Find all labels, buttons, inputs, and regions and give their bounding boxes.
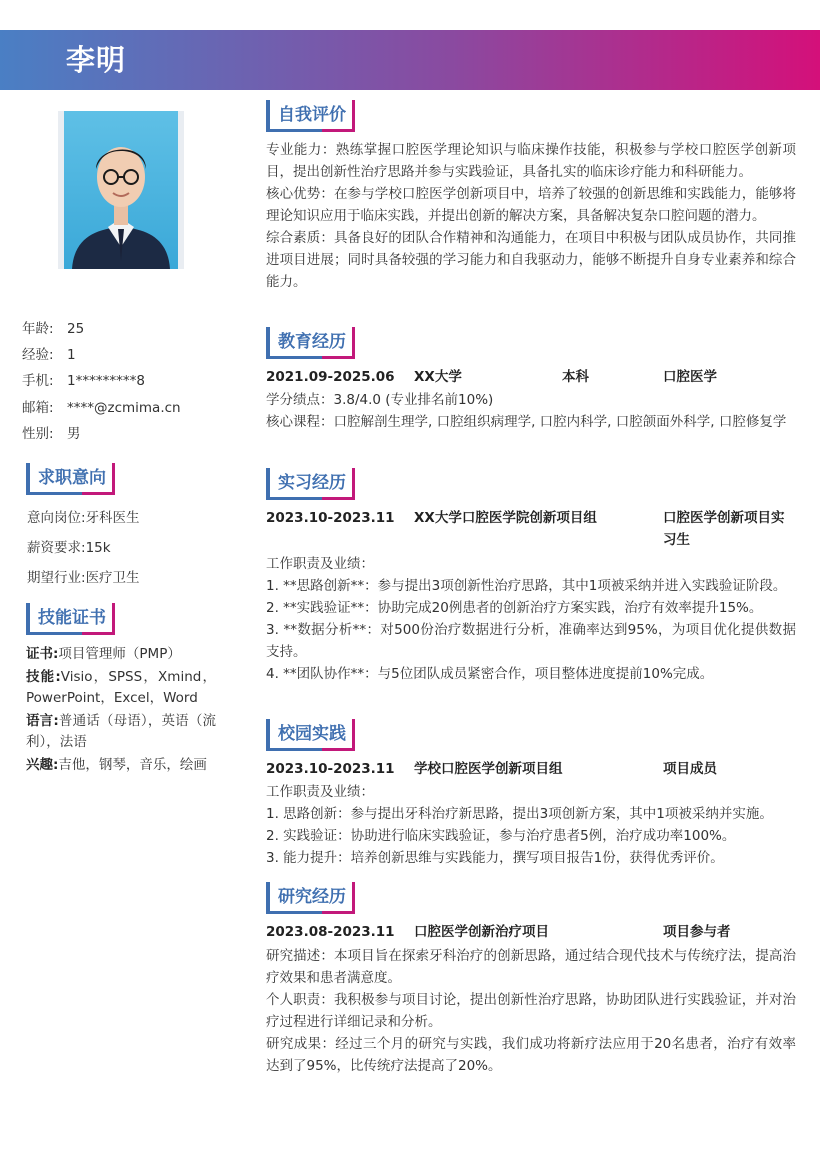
research-date: 2023.08-2023.11 xyxy=(266,924,395,940)
candidate-name: 李明 xyxy=(66,43,127,77)
skills-list xyxy=(26,644,216,777)
campus-line-intro: 工作职责及业绩： xyxy=(266,784,374,800)
self-eval-body xyxy=(266,139,796,293)
internship-line-4: 4. **团队协作**：与5位团队成员紧密合作，项目整体进度提前10%完成。 xyxy=(266,666,714,682)
internship-org: XX大学口腔医学院创新项目组 xyxy=(414,510,597,526)
internship-role: 口腔医学创新项目实习生 xyxy=(663,510,785,548)
info-row-phone: 手机: 1*********8 xyxy=(22,373,145,390)
section-title-internship: 实习经历 xyxy=(266,468,355,500)
education-major: 口腔医学 xyxy=(663,369,717,385)
research-role: 项目参与者 xyxy=(663,924,731,940)
campus-body xyxy=(266,781,796,869)
self-eval-strength: 核心优势：在参与学校口腔医学创新项目中，培养了较强的创新思维和实践能力，能够将理论知识应用于临床实践，并提出创新的解决方案，具备解决复杂口腔问题的潜力。 xyxy=(266,186,796,224)
skill-interests: 兴趣:吉他，钢琴，音乐，绘画 xyxy=(26,756,207,773)
education-degree: 本科 xyxy=(562,369,589,385)
profile-photo xyxy=(58,111,184,269)
internship-header-row xyxy=(266,507,796,551)
campus-date: 2023.10-2023.11 xyxy=(266,761,395,777)
skill-languages: 语言:普通话（母语），英语（流利），法语 xyxy=(26,712,216,750)
research-description: 研究描述：本项目旨在探索牙科治疗的创新思路，通过结合现代技术与传统疗法，提高治疗效果和患者满意度。 xyxy=(266,948,796,986)
section-title-research: 研究经历 xyxy=(266,882,355,914)
education-date: 2021.09-2025.06 xyxy=(266,369,395,385)
campus-org: 学校口腔医学创新项目组 xyxy=(414,761,563,777)
research-duty: 个人职责：我积极参与项目讨论，提出创新性治疗思路，协助团队进行实践验证，并对治疗过程进行详细记录和分析。 xyxy=(266,992,796,1030)
intent-row-industry: 期望行业:医疗卫生 xyxy=(27,570,140,586)
self-eval-quality: 综合素质：具备良好的团队合作精神和沟通能力，在项目中积极与团队成员协作，共同推进项目进展；同时具备较强的学习能力和自我驱动力，能够不断提升自身专业素养和综合能力。 xyxy=(266,230,796,290)
skill-tools: 技能:Visio，SPSS，Xmind，PowerPoint，Excel，Word xyxy=(26,668,217,706)
research-org: 口腔医学创新治疗项目 xyxy=(414,924,549,940)
education-school: XX大学 xyxy=(414,369,462,385)
education-header-row xyxy=(266,366,796,388)
portrait-photo-icon xyxy=(64,111,178,269)
research-result: 研究成果：经过三个月的研究与实践，我们成功将新疗法应用于20名患者，治疗有效率达到了95%，比传统疗法提高了20%。 xyxy=(266,1036,796,1074)
skill-certificate: 证书:项目管理师（PMP） xyxy=(26,646,181,662)
section-title-skills: 技能证书 xyxy=(26,603,115,635)
campus-role: 项目成员 xyxy=(663,761,717,777)
education-body xyxy=(266,389,796,433)
internship-date: 2023.10-2023.11 xyxy=(266,510,395,526)
intent-row-position: 意向岗位:牙科医生 xyxy=(27,510,140,526)
section-title-self-eval: 自我评价 xyxy=(266,100,355,132)
self-eval-professional: 专业能力：熟练掌握口腔医学理论知识与临床操作技能，积极参与学校口腔医学创新项目，提出创新性治疗思路并参与实践验证，具备扎实的临床诊疗能力和科研能力。 xyxy=(266,142,796,180)
info-row-age: 年龄: 25 xyxy=(22,321,85,337)
info-row-gender: 性别: 男 xyxy=(22,425,81,442)
info-row-experience: 经验: 1 xyxy=(22,347,76,364)
education-gpa: 学分绩点：3.8/4.0 (专业排名前10%) xyxy=(266,392,494,408)
info-row-email: 邮箱: ****@zcmima.cn xyxy=(22,399,181,416)
internship-line-2: 2. **实践验证**：协助完成20例患者的创新治疗方案实践，治疗有效率提升15%。 xyxy=(266,600,763,616)
internship-line-intro: 工作职责及业绩： xyxy=(266,556,374,572)
internship-line-1: 1. **思路创新**：参与提出3项创新性治疗思路，其中1项被采纳并进入实践验证阶段。 xyxy=(266,578,787,594)
campus-line-2: 2. 实践验证：协助进行临床实践验证，参与治疗患者5例，治疗成功率100%。 xyxy=(266,828,736,844)
campus-line-1: 1. 思路创新：参与提出牙科治疗新思路，提出3项创新方案，其中1项被采纳并实施。 xyxy=(266,806,773,822)
internship-body xyxy=(266,553,796,685)
section-title-education: 教育经历 xyxy=(266,327,355,359)
research-body xyxy=(266,945,796,1077)
basic-info-list xyxy=(22,318,232,449)
intent-row-salary: 薪资要求:15k xyxy=(27,540,111,556)
campus-line-3: 3. 能力提升：培养创新思维与实践能力，撰写项目报告1份，获得优秀评价。 xyxy=(266,850,724,866)
header-banner xyxy=(0,30,820,90)
campus-header-row xyxy=(266,758,796,780)
education-courses: 核心课程：口腔解剖生理学, 口腔组织病理学, 口腔内科学, 口腔颌面外科学, 口腔修复学 xyxy=(266,414,787,430)
section-title-intent: 求职意向 xyxy=(26,463,115,495)
section-title-campus: 校园实践 xyxy=(266,719,355,751)
internship-line-3: 3. **数据分析**：对500份治疗数据进行分析，准确率达到95%，为项目优化提供数据支持。 xyxy=(266,622,796,660)
research-header-row xyxy=(266,921,796,943)
